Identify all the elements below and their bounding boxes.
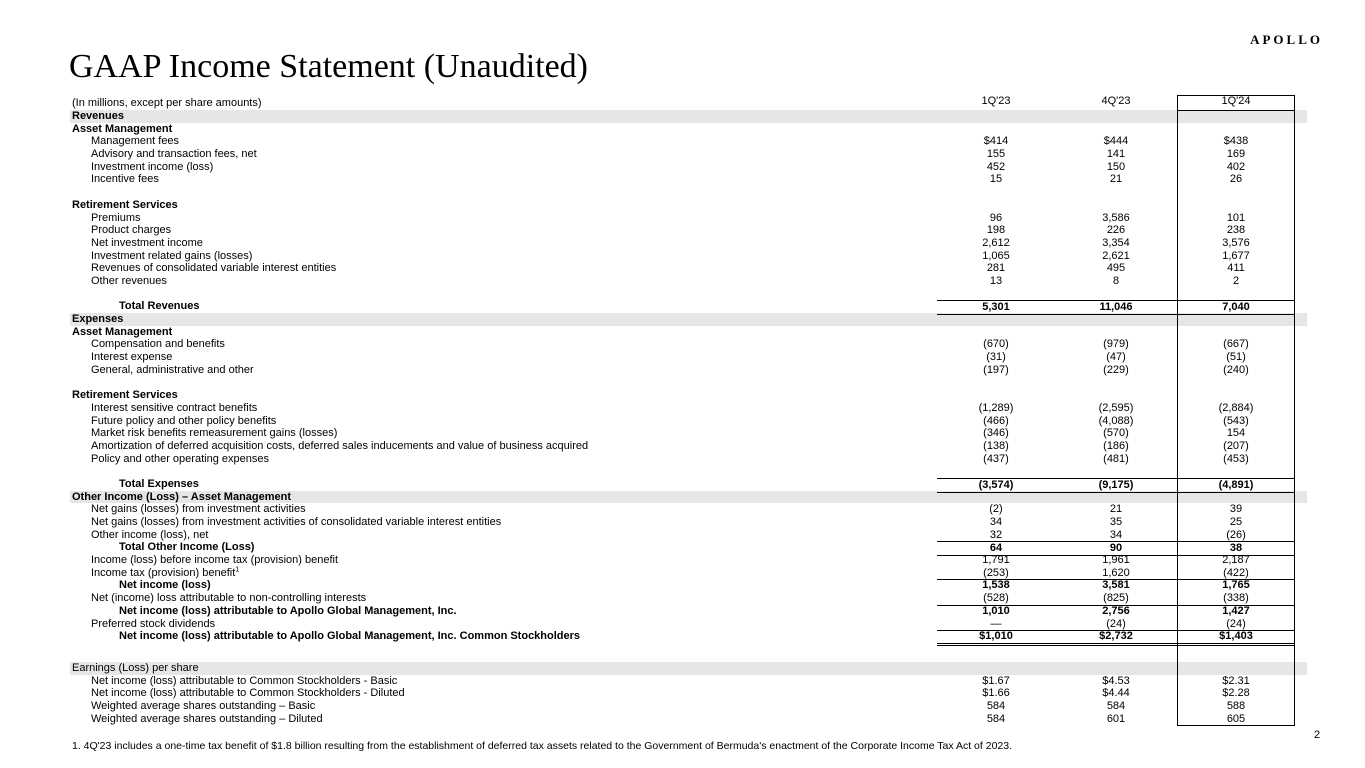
value-cell: 584 bbox=[986, 712, 1006, 725]
value-cell: 3,581 bbox=[1102, 579, 1130, 592]
row-label: Net income (loss) attributable to Apollo Global Management, Inc. bbox=[119, 604, 457, 617]
table-row bbox=[70, 630, 1307, 643]
row-label: Policy and other operating expenses bbox=[91, 452, 269, 465]
row-label: Income (loss) before income tax (provision) benefit bbox=[91, 554, 338, 567]
value-cell: 5,301 bbox=[937, 300, 1055, 315]
table-row bbox=[70, 173, 1307, 186]
value-cell: (570) bbox=[1103, 427, 1129, 440]
row-label: Product charges bbox=[91, 224, 172, 237]
row-label: Revenues bbox=[72, 110, 124, 122]
column-header-1q24: 1Q'24 bbox=[1221, 95, 1251, 107]
table-row bbox=[70, 364, 1307, 377]
apollo-logo: APOLLO bbox=[1250, 32, 1323, 47]
value-cell: (253) bbox=[937, 567, 1055, 581]
row-label: Compensation and benefits bbox=[91, 338, 225, 351]
value-cell: $4.44 bbox=[1102, 687, 1130, 700]
table-row bbox=[70, 300, 1307, 313]
row-label: Income tax (provision) benefit$^1$ bbox=[91, 566, 240, 579]
table-row bbox=[70, 161, 1307, 174]
row-label: General, administrative and other bbox=[91, 363, 254, 376]
table-row bbox=[70, 237, 1307, 250]
table-row bbox=[70, 440, 1307, 453]
value-cell: 155 bbox=[986, 148, 1006, 161]
row-label: Total Expenses bbox=[119, 477, 199, 490]
table-row bbox=[70, 579, 1307, 592]
value-cell: (47) bbox=[1106, 351, 1126, 364]
value-cell: 15 bbox=[989, 173, 1003, 186]
row-label: Net income (loss) attributable to Common Stockholders - Basic bbox=[91, 674, 398, 687]
value-cell: 13 bbox=[989, 274, 1003, 287]
value-cell bbox=[1177, 313, 1295, 326]
table-row bbox=[70, 687, 1307, 700]
value-cell: 96 bbox=[989, 211, 1003, 224]
table-row bbox=[70, 662, 1307, 675]
value-cell: 7,040 bbox=[1177, 300, 1295, 315]
value-cell: (51) bbox=[1226, 351, 1246, 364]
value-cell: 584 bbox=[986, 699, 1006, 712]
table-row bbox=[70, 567, 1307, 580]
value-cell: 601 bbox=[1106, 712, 1126, 725]
value-cell: (2,884) bbox=[1218, 401, 1254, 414]
row-label: Net investment income bbox=[91, 236, 203, 249]
value-cell: (138) bbox=[983, 439, 1009, 452]
table-row bbox=[70, 250, 1307, 263]
value-cell bbox=[937, 662, 1055, 675]
row-label: Retirement Services bbox=[72, 198, 178, 211]
value-cell bbox=[937, 491, 1055, 504]
table-row bbox=[70, 148, 1307, 161]
value-cell: (338) bbox=[1177, 592, 1295, 606]
value-cell: (207) bbox=[1223, 439, 1249, 452]
row-label: Net gains (losses) from investment activities bbox=[91, 503, 306, 516]
value-cell: (26) bbox=[1226, 528, 1246, 541]
table-row bbox=[70, 186, 1307, 199]
value-cell: 11,046 bbox=[1055, 300, 1177, 315]
table-row bbox=[70, 700, 1307, 713]
value-cell: 21 bbox=[1109, 503, 1123, 516]
value-cell: (197) bbox=[983, 363, 1009, 376]
row-label: Retirement Services bbox=[72, 389, 178, 402]
value-cell: 495 bbox=[1106, 262, 1126, 275]
row-label: Net income (loss) attributable to Apollo Global Management, Inc. Common Stockholders bbox=[119, 630, 581, 643]
value-cell: 34 bbox=[1109, 528, 1123, 541]
value-cell: 584 bbox=[1106, 699, 1126, 712]
page-number: 2 bbox=[1314, 729, 1321, 741]
row-label: Asset Management bbox=[72, 325, 173, 338]
value-cell: — bbox=[937, 618, 1055, 632]
table-row bbox=[70, 135, 1307, 148]
table-row bbox=[70, 465, 1307, 478]
table-row bbox=[70, 415, 1307, 428]
value-cell: $2.28 bbox=[1222, 687, 1250, 700]
row-label: Investment related gains (losses) bbox=[91, 249, 253, 262]
value-cell: 1,620 bbox=[1055, 567, 1177, 581]
value-cell: 452 bbox=[986, 160, 1006, 173]
value-cell: 1,677 bbox=[1222, 249, 1250, 262]
value-cell: (825) bbox=[1055, 592, 1177, 606]
value-cell: (240) bbox=[1223, 363, 1249, 376]
value-cell: 198 bbox=[986, 224, 1006, 237]
table-row bbox=[70, 516, 1307, 529]
value-cell: 154 bbox=[1226, 427, 1246, 440]
row-label: Interest expense bbox=[91, 351, 173, 364]
row-label: Total Revenues bbox=[119, 300, 200, 313]
table-row bbox=[70, 402, 1307, 415]
row-label: Preferred stock dividends bbox=[91, 617, 216, 630]
value-cell: 26 bbox=[1229, 173, 1243, 186]
table-row bbox=[70, 275, 1307, 288]
value-cell: 101 bbox=[1226, 211, 1246, 224]
value-cell bbox=[937, 123, 1055, 136]
table-row bbox=[70, 427, 1307, 440]
value-cell: 1,538 bbox=[982, 579, 1010, 592]
value-cell: 32 bbox=[989, 528, 1003, 541]
value-cell bbox=[1177, 199, 1295, 212]
value-cell: (24) bbox=[1055, 618, 1177, 632]
value-cell: (346) bbox=[983, 427, 1009, 440]
value-cell: 8 bbox=[1112, 274, 1120, 287]
value-cell: $1.67 bbox=[982, 674, 1010, 687]
value-cell: 3,354 bbox=[1102, 236, 1130, 249]
value-cell: (670) bbox=[983, 338, 1009, 351]
value-cell bbox=[1055, 491, 1177, 504]
row-label: Market risk benefits remeasurement gains (losses) bbox=[91, 427, 338, 440]
table-row bbox=[70, 605, 1307, 618]
value-cell: 238 bbox=[1226, 224, 1246, 237]
value-cell bbox=[1055, 110, 1177, 123]
value-cell bbox=[937, 389, 1055, 402]
value-cell: $414 bbox=[983, 135, 1009, 148]
row-label: Earnings (Loss) per share bbox=[72, 661, 199, 674]
table-row bbox=[70, 199, 1307, 212]
row-label: Weighted average shares outstanding – Diluted bbox=[91, 712, 323, 725]
value-cell: 1,961 bbox=[1102, 554, 1130, 567]
value-cell: 90 bbox=[1055, 541, 1177, 556]
value-cell: 39 bbox=[1229, 503, 1243, 516]
table-body bbox=[70, 110, 1307, 725]
value-cell: $2.31 bbox=[1222, 674, 1250, 687]
row-label: Net (income) loss attributable to non-controlling interests bbox=[91, 592, 367, 605]
table-row bbox=[70, 288, 1307, 301]
row-label: Other revenues bbox=[91, 274, 167, 287]
value-cell: 150 bbox=[1106, 160, 1126, 173]
table-row bbox=[70, 618, 1307, 631]
value-cell: 38 bbox=[1177, 541, 1295, 556]
value-cell: (229) bbox=[1103, 363, 1129, 376]
value-cell: (1,289) bbox=[978, 401, 1014, 414]
table-row bbox=[70, 262, 1307, 275]
value-cell: 3,586 bbox=[1102, 211, 1130, 224]
value-cell: (543) bbox=[1223, 414, 1249, 427]
value-cell: (466) bbox=[983, 414, 1009, 427]
value-cell: $4.53 bbox=[1102, 674, 1130, 687]
row-label: Advisory and transaction fees, net bbox=[91, 148, 257, 161]
value-cell: (4,891) bbox=[1177, 478, 1295, 493]
table-row bbox=[70, 554, 1307, 567]
value-cell: $2,732 bbox=[1055, 630, 1177, 646]
row-label: Expenses bbox=[72, 313, 124, 325]
value-cell bbox=[1055, 199, 1177, 212]
value-cell bbox=[1055, 123, 1177, 136]
page-title: GAAP Income Statement (Unaudited) bbox=[69, 48, 588, 85]
value-cell: (4,088) bbox=[1098, 414, 1134, 427]
value-cell: 605 bbox=[1226, 712, 1246, 725]
value-cell: 34 bbox=[989, 516, 1003, 528]
column-header-1q23: 1Q'23 bbox=[981, 95, 1011, 107]
value-cell: 169 bbox=[1226, 148, 1246, 161]
table-row bbox=[70, 503, 1307, 516]
value-cell bbox=[1177, 110, 1295, 123]
value-cell: 2,612 bbox=[982, 236, 1010, 249]
value-cell bbox=[1055, 662, 1177, 675]
row-label: Weighted average shares outstanding – Basic bbox=[91, 699, 316, 712]
value-cell: (2,595) bbox=[1098, 401, 1134, 414]
table-row bbox=[70, 675, 1307, 688]
table-row bbox=[70, 453, 1307, 466]
row-label: Premiums bbox=[91, 211, 141, 224]
value-cell: (667) bbox=[1223, 338, 1249, 351]
row-label: Future policy and other policy benefits bbox=[91, 414, 277, 427]
column-header-4q23: 4Q'23 bbox=[1101, 95, 1131, 107]
value-cell: $444 bbox=[1103, 135, 1129, 148]
row-label: Other Income (Loss) – Asset Management bbox=[72, 490, 292, 503]
value-cell: 411 bbox=[1227, 262, 1245, 275]
value-cell: 2 bbox=[1232, 274, 1240, 287]
footnote-reference: 1 bbox=[235, 566, 240, 574]
value-cell bbox=[1177, 662, 1295, 675]
value-cell: 2,756 bbox=[1102, 604, 1130, 617]
value-cell: (31) bbox=[986, 351, 1006, 364]
value-cell: $438 bbox=[1223, 135, 1249, 148]
row-label: Other income (loss), net bbox=[91, 528, 209, 541]
row-label: Net gains (losses) from investment activities of consolidated variable interest entities bbox=[91, 516, 502, 528]
value-cell: 21 bbox=[1109, 173, 1123, 186]
value-cell: $1,010 bbox=[937, 630, 1055, 646]
value-cell: (481) bbox=[1103, 452, 1129, 465]
value-cell: 25 bbox=[1229, 516, 1243, 528]
value-cell bbox=[937, 110, 1055, 123]
value-cell: 1,791 bbox=[982, 554, 1010, 567]
value-cell: (24) bbox=[1177, 618, 1295, 632]
table-row bbox=[70, 326, 1307, 339]
value-cell bbox=[1177, 389, 1295, 402]
row-label: Investment income (loss) bbox=[91, 160, 214, 173]
row-label: Net income (loss) bbox=[119, 579, 211, 592]
row-label: Net income (loss) attributable to Common Stockholders - Diluted bbox=[91, 687, 405, 700]
table-row bbox=[70, 338, 1307, 351]
value-cell bbox=[937, 199, 1055, 212]
income-statement-table bbox=[70, 95, 1307, 725]
value-cell bbox=[1177, 123, 1295, 136]
value-cell: 3,576 bbox=[1222, 236, 1250, 249]
value-cell: 1,065 bbox=[982, 249, 1010, 262]
value-cell: 2,187 bbox=[1222, 554, 1250, 567]
table-row bbox=[70, 541, 1307, 554]
row-label: Asset Management bbox=[72, 122, 173, 135]
table-row bbox=[70, 478, 1307, 491]
table-row bbox=[70, 224, 1307, 237]
table-row bbox=[70, 389, 1307, 402]
value-cell: $1.66 bbox=[982, 687, 1010, 700]
value-cell: 281 bbox=[986, 262, 1006, 275]
value-cell: (2) bbox=[989, 503, 1003, 516]
value-cell: (9,175) bbox=[1055, 478, 1177, 493]
footnote: 1. 4Q'23 includes a one-time tax benefit of $1.8 billion resulting from the establishment of deferred tax assets related to the Government of Bermuda's enactment of the Corporate Income Tax Act of 2023. bbox=[72, 740, 1013, 752]
table-row bbox=[70, 123, 1307, 136]
table-row bbox=[70, 351, 1307, 364]
value-cell: 1,010 bbox=[982, 604, 1010, 617]
table-row bbox=[70, 313, 1307, 326]
value-cell bbox=[1055, 326, 1177, 339]
value-cell bbox=[1177, 491, 1295, 504]
value-cell: (422) bbox=[1177, 567, 1295, 581]
table-row bbox=[70, 376, 1307, 389]
value-cell: (528) bbox=[937, 592, 1055, 606]
table-row bbox=[70, 529, 1307, 542]
row-label: Amortization of deferred acquisition costs, deferred sales inducements and value of business acquired bbox=[91, 439, 589, 452]
value-cell: 141 bbox=[1106, 148, 1126, 161]
row-label: Revenues of consolidated variable interest entities bbox=[91, 262, 337, 275]
value-cell: (979) bbox=[1103, 338, 1129, 351]
units-note: (In millions, except per share amounts) bbox=[72, 97, 262, 109]
value-cell bbox=[1055, 313, 1177, 326]
value-cell: 226 bbox=[1106, 224, 1126, 237]
row-label: Management fees bbox=[91, 135, 180, 148]
table-row bbox=[70, 592, 1307, 605]
value-cell bbox=[937, 326, 1055, 339]
value-cell: (437) bbox=[983, 452, 1009, 465]
value-cell: 1,427 bbox=[1222, 604, 1250, 617]
value-cell: 588 bbox=[1226, 699, 1246, 712]
value-cell: 2,621 bbox=[1102, 249, 1130, 262]
value-cell: (453) bbox=[1223, 452, 1249, 465]
value-cell: 402 bbox=[1226, 160, 1246, 173]
table-row bbox=[70, 110, 1307, 123]
table-header-row bbox=[70, 95, 1307, 110]
table-row bbox=[70, 713, 1307, 726]
value-cell: $1,403 bbox=[1177, 630, 1295, 646]
value-cell: 35 bbox=[1109, 516, 1123, 528]
value-cell: 1,765 bbox=[1222, 579, 1250, 592]
row-label: Total Other Income (Loss) bbox=[119, 541, 255, 554]
value-cell bbox=[937, 313, 1055, 326]
value-cell: 64 bbox=[937, 541, 1055, 556]
table-row bbox=[70, 491, 1307, 504]
value-cell bbox=[1177, 326, 1295, 339]
row-label: Interest sensitive contract benefits bbox=[91, 401, 258, 414]
table-row bbox=[70, 212, 1307, 225]
row-label: Incentive fees bbox=[91, 173, 159, 186]
value-cell: (3,574) bbox=[937, 478, 1055, 493]
value-cell: (186) bbox=[1103, 439, 1129, 452]
value-cell bbox=[1055, 389, 1177, 402]
